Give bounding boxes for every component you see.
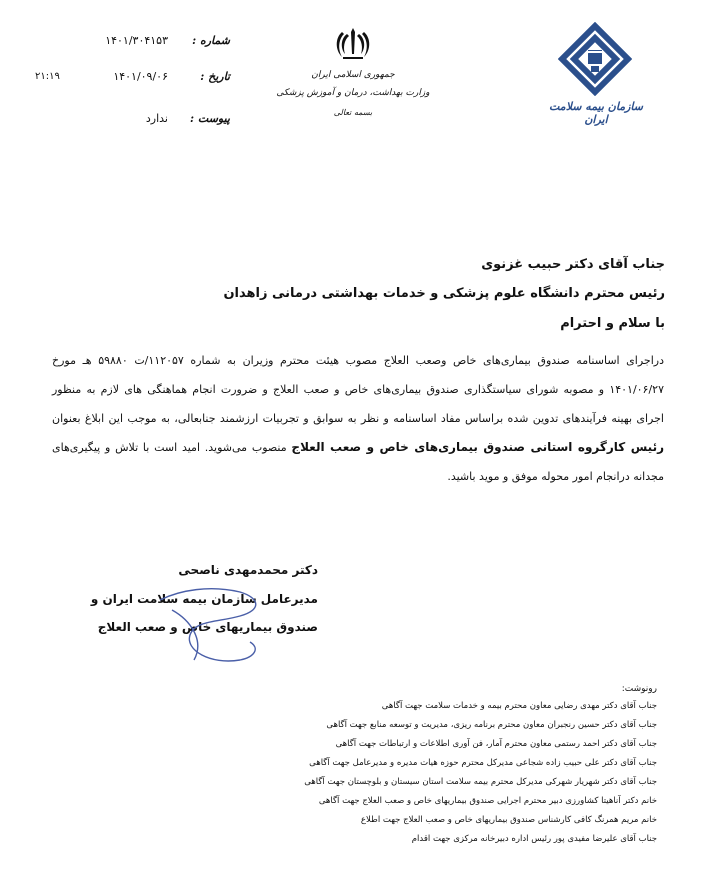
handwritten-signature xyxy=(150,580,290,680)
emblem-country: جمهوری اسلامی ایران xyxy=(311,70,395,80)
signer-name: دکتر محمدمهدی ناصحی xyxy=(178,563,318,577)
cc-item: جناب آقای دکتر احمد رستمی معاون محترم آمار، فن آوری اطلاعات و ارتباطات جهت آگاهی xyxy=(335,739,657,749)
attachment-row xyxy=(40,112,230,132)
letter-date-label: تاریخ : xyxy=(200,70,230,83)
insurance-logo-icon xyxy=(558,22,632,96)
cc-item: خانم مریم همرنگ کافی کارشناس صندوق بیماریهای خاص و صعب العلاج جهت اطلاع xyxy=(360,815,657,825)
letter-number-row xyxy=(40,34,230,54)
insurance-logo-block xyxy=(540,22,650,126)
attachment-label: پیوست : xyxy=(190,112,230,125)
letter-number-value: ۱۴۰۱/۳۰۴۱۵۳ xyxy=(105,34,168,47)
greeting: با سلام و احترام xyxy=(560,316,665,331)
cc-item: جناب آقای علیرضا مفیدی پور رئیس اداره دبیرخانه مرکزی جهت اقدام xyxy=(411,834,657,844)
cc-item: جناب آقای دکتر علی حبیب زاده شجاعی مدیرکل محترم حوزه هیات مدیره و مدیرعامل جهت آگاهی xyxy=(309,758,657,768)
letter-number-label: شماره : xyxy=(192,34,230,47)
letter-date-value: ۱۴۰۱/۰۹/۰۶ xyxy=(113,70,168,83)
cc-title: رونوشت: xyxy=(621,684,657,694)
addressee-title: رئیس محترم دانشگاه علوم پزشکی و خدمات بهداشتی درمانی زاهدان xyxy=(223,286,665,301)
iran-emblem-icon xyxy=(333,24,373,64)
emblem-ministry: وزارت بهداشت، درمان و آموزش پزشکی xyxy=(276,88,430,98)
cc-item: خانم دکتر آناهیتا کشاورزی دبیر محترم اجرایی صندوق بیماریهای خاص و صعب العلاج جهت آگاهی xyxy=(318,796,657,806)
signer-title-1: مدیرعامل سازمان بیمه سلامت ایران و xyxy=(90,592,318,606)
letter-time-value: ۲۱:۱۹ xyxy=(35,71,60,82)
emblem-basmala: بسمه تعالی xyxy=(333,108,373,117)
attachment-value: ندارد xyxy=(145,112,168,125)
cc-item: جناب آقای دکتر شهریار شهرکی مدیرکل محترم بیمه سلامت استان سیستان و بلوچستان جهت آگاهی xyxy=(304,777,657,787)
insurance-logo-text: سازمان بیمه سلامت ایران xyxy=(549,100,643,126)
body-text-part2: منصوب می‌شوید. امید است با تلاش و پیگیری‌های مجدانه درانجام امور محوله موفق و موید باشید. xyxy=(52,441,664,483)
addressee-name: جناب آقای دکتر حبیب غزنوی xyxy=(481,257,665,272)
cc-item: جناب آقای دکتر حسین رنجبران معاون محترم برنامه ریزی، مدیریت و توسعه منابع جهت آگاهی xyxy=(326,720,657,730)
body-bold-appointment: رئیس کارگروه استانی صندوق بیماری‌های خاص و صعب العلاج xyxy=(291,440,664,454)
body-text-part1: دراجرای اساسنامه صندوق بیماری‌های خاص وصعب العلاج مصوب هیئت محترم وزیران به شماره ۱۱۲۰۵۷/ت ۵۹۸۸۰ هـ مورخ ۱۴۰۱/۰۶/۲۷ و مصوبه شورای سیاستگذاری صندوق بیماری‌های خاص و صعب العلاج و ضرورت انجام هماهنگی های لازم به منظور اجرای بهینه فرآیندهای تدوین شده براساس مفاد اساسنامه و نظر به سوابق و تجربیات ارزشمند جنابعالی، به موجب این ابلاغ بعنوان xyxy=(52,354,664,425)
letter-date-row xyxy=(35,70,230,90)
signer-title-2: صندوق بیماریهای خاص و صعب العلاج xyxy=(97,620,318,634)
letter-body xyxy=(52,346,664,491)
cc-item: جناب آقای دکتر مهدی رضایی معاون محترم بیمه و خدمات سلامت جهت آگاهی xyxy=(381,701,657,711)
iran-emblem-block xyxy=(268,24,438,150)
